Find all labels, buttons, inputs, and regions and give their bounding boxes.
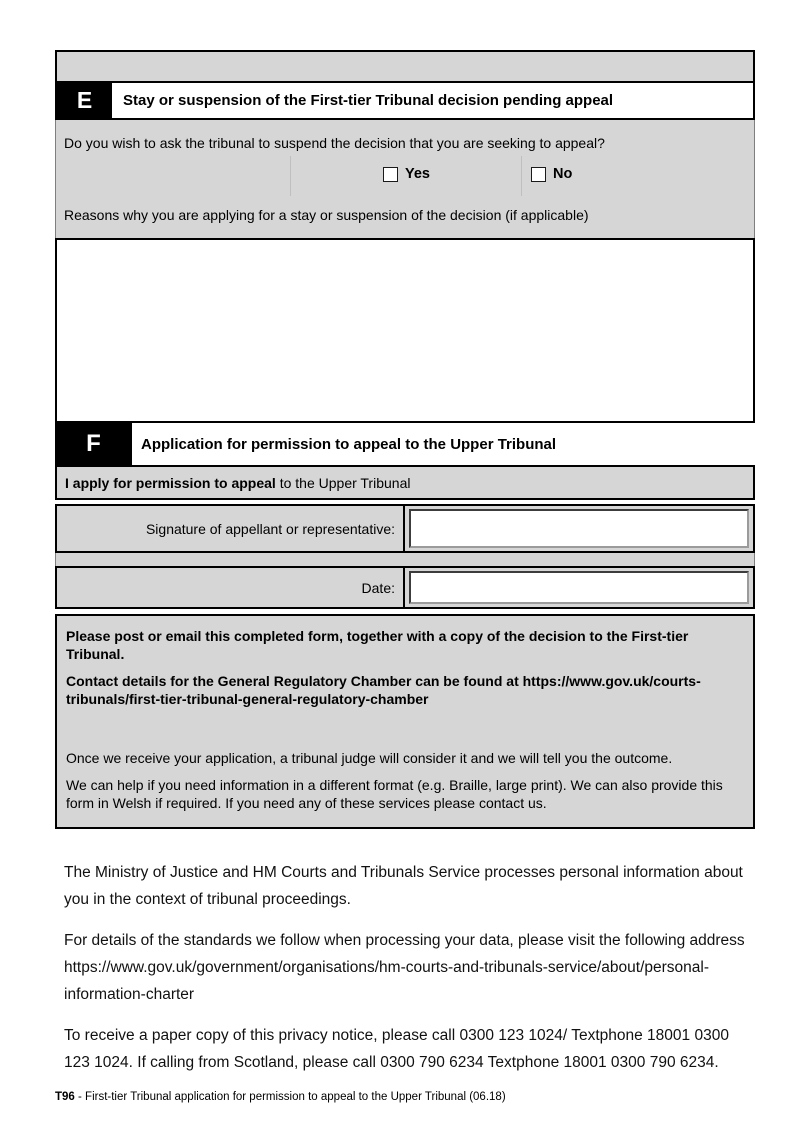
accessibility-notice: We can help if you need information in a different format (e.g. Braille, large print). We can also provide this form in Welsh if required. If you need any of these services please contact us.: [66, 777, 723, 811]
reasons-label: Reasons why you are applying for a stay or suspension of the decision (if applicable): [64, 207, 589, 223]
privacy-para-2: For details of the standards we follow when processing your data, please visit the following address https://www.gov.uk/government/organisations/hm-courts-and-tribunals-service/about/personal-information-charter: [64, 932, 745, 1003]
date-row: [55, 566, 755, 609]
section-e-header: [57, 83, 753, 118]
signature-label: Signature of appellant or representative:: [57, 506, 405, 551]
yes-label: Yes: [405, 166, 430, 182]
privacy-para-1: The Ministry of Justice and HM Courts and Tribunals Service processes personal information about you in the context of tribunal proceedings.: [64, 864, 743, 908]
date-input[interactable]: [409, 571, 749, 604]
section-e-letter: E: [57, 83, 112, 118]
date-label: Date:: [57, 568, 405, 607]
contact-details: Contact details for the General Regulatory Chamber can be found at https://www.gov.uk/courts-tribunals/first-tier-tribunal-general-regulatory-chamber: [66, 673, 701, 707]
instructions-box: [55, 614, 755, 829]
section-f-letter: F: [55, 423, 132, 465]
date-input-cell: [405, 568, 753, 607]
signature-input[interactable]: [409, 509, 749, 548]
privacy-section: [64, 859, 752, 1076]
form-footer-title: - First-tier Tribunal application for permission to appeal to the Upper Tribunal (06.18): [74, 1091, 506, 1103]
no-label: No: [553, 166, 573, 182]
apply-statement-bold: I apply for permission to appeal: [65, 474, 276, 491]
column-divider: [290, 156, 291, 196]
spacer: [66, 717, 744, 749]
section-top-gray-bar: [57, 52, 753, 83]
option-yes: [383, 166, 430, 182]
yes-checkbox[interactable]: [383, 167, 398, 182]
stay-question-text: Do you wish to ask the tribunal to suspend the decision that you are seeking to appeal?: [64, 135, 605, 151]
section-e-title: Stay or suspension of the First-tier Tribunal decision pending appeal: [123, 92, 614, 109]
privacy-para-3: To receive a paper copy of this privacy notice, please call 0300 123 1024/ Textphone 18001 0300 123 1024. If calling from Scotland, please call 0300 790 6234 Textphone 18001 0300 790 6234.: [64, 1027, 729, 1071]
option-no: [531, 166, 572, 182]
section-f-header: [55, 423, 755, 465]
form-body: [55, 50, 755, 1104]
form-code: T96: [55, 1091, 75, 1103]
reasons-textarea[interactable]: [55, 238, 755, 423]
post-notice: Please post or email this completed form, together with a copy of the decision to the First-tier Tribunal.: [66, 628, 689, 662]
form-footer: [55, 1090, 755, 1104]
yes-no-options-row: [56, 156, 754, 196]
signature-row: [55, 504, 755, 553]
apply-statement-row: [55, 465, 755, 500]
no-checkbox[interactable]: [531, 167, 546, 182]
stay-question-section: [55, 120, 755, 238]
section-f-title: Application for permission to appeal to the Upper Tribunal: [141, 435, 557, 453]
gray-spacer-row: [55, 553, 755, 566]
signature-input-cell: [405, 506, 753, 551]
outcome-notice: Once we receive your application, a tribunal judge will consider it and we will tell you the outcome.: [66, 750, 673, 766]
section-e-header-block: [55, 50, 755, 120]
column-divider: [521, 156, 522, 196]
apply-statement-rest: to the Upper Tribunal: [275, 474, 411, 491]
